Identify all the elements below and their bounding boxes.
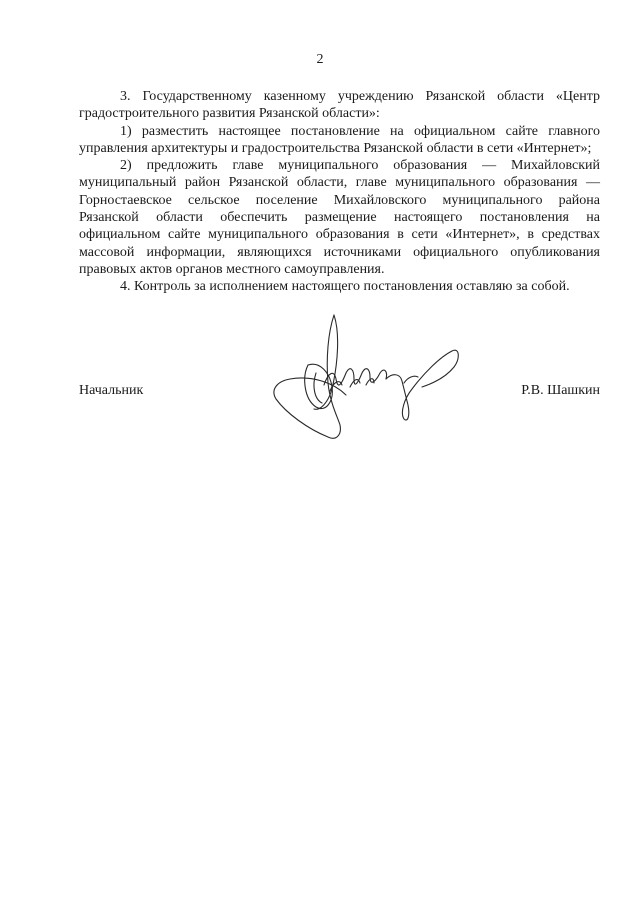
page-number: 2	[316, 52, 324, 67]
signer-name: Р.В. Шашкин	[521, 383, 600, 398]
paragraph-subitem-2: 2) предложить главе муниципального образования — Михайловский муниципальный район Рязанской области, главе муниципального образования — Горностаевское сельское поселение Михайловского муниципального района Рязанской области обеспечить размещение настоящего постановления на официальном сайте муниципального образования в сети «Интернет», в средствах массовой информации, являющихся источниками официального опубликования правовых актов органов местного самоуправления.	[79, 158, 600, 277]
signer-position: Начальник	[79, 383, 144, 398]
paragraph-subitem-1: 1) разместить настоящее постановление на официальном сайте главного управления архитектуры и градостроительства Рязанской области в сети «Интернет»;	[79, 123, 600, 156]
document-body	[79, 88, 600, 296]
handwritten-signature	[268, 303, 463, 448]
paragraph-item-3: 3. Государственному казенному учреждению Рязанской области «Центр градостроительного развития Рязанской области»:	[79, 89, 600, 122]
signature-block	[79, 383, 600, 403]
paragraph-item-4: 4. Контроль за исполнением настоящего постановления оставляю за собой.	[120, 279, 570, 295]
